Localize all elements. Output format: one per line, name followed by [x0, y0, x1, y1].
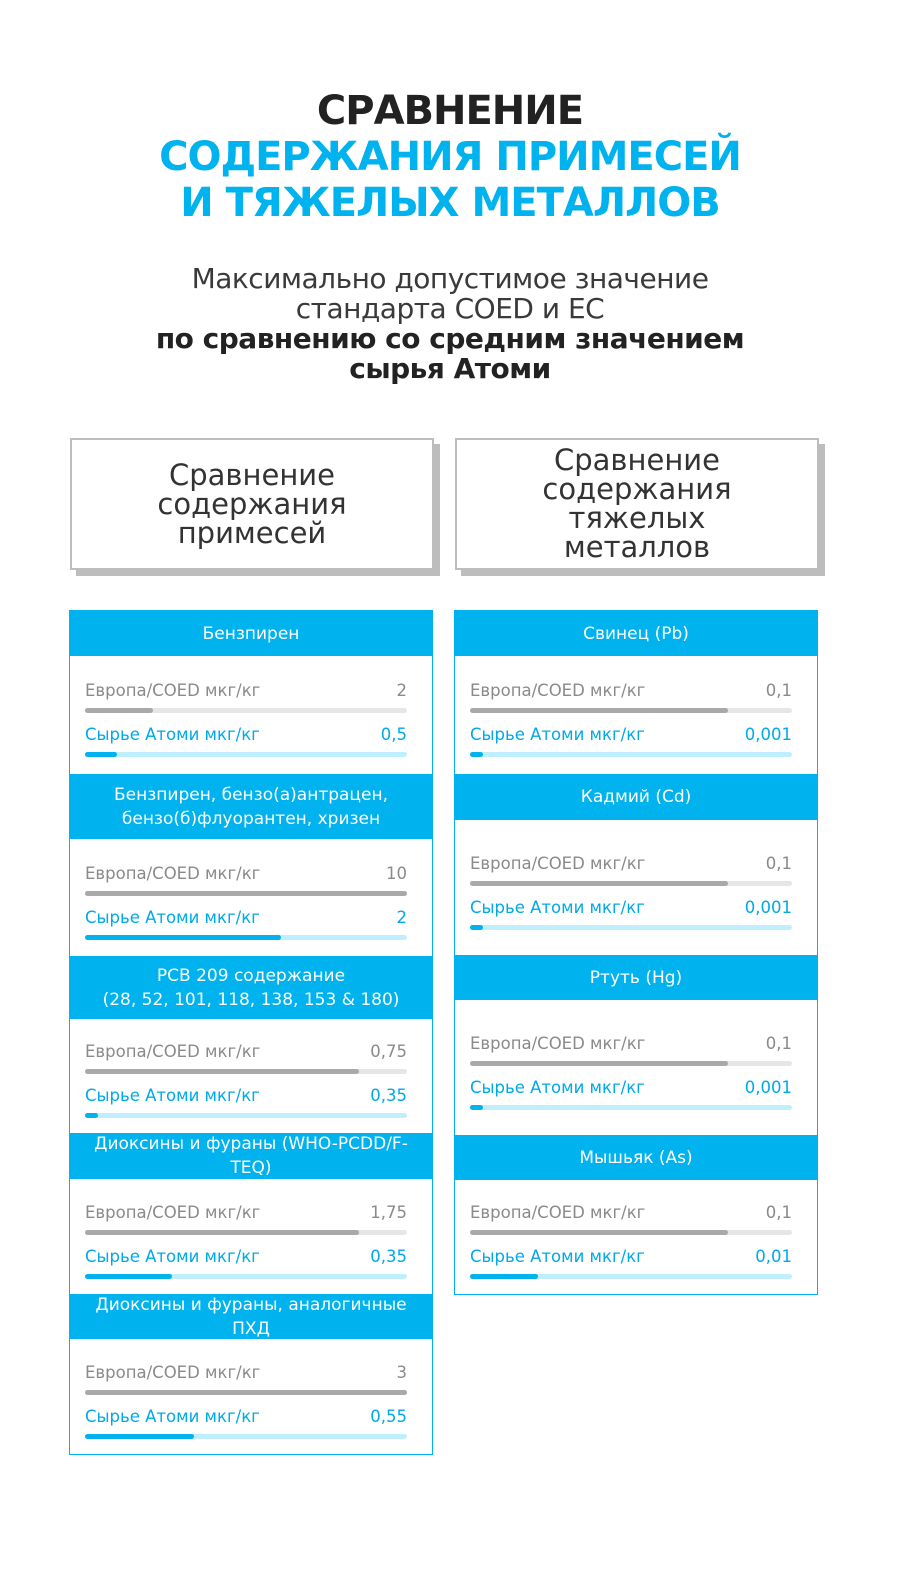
atomy-row [470, 1247, 792, 1267]
europe-row-label: Европа/COED мкг/кг [85, 863, 261, 883]
europe-row-value: 1,75 [370, 1202, 407, 1222]
title-line-1: СРАВНЕНИЕ [316, 88, 584, 134]
impurities-heading-box [70, 438, 434, 570]
atomy-row [85, 1086, 407, 1106]
europe-row-label: Европа/COED мкг/кг [470, 1033, 646, 1053]
comparison-block [70, 839, 432, 956]
europe-bar [470, 1061, 792, 1066]
subtitle-line-1: Максимально допустимое значение [191, 262, 709, 295]
comparison-block [70, 1019, 432, 1133]
europe-bar [470, 1230, 792, 1235]
atomy-bar-fill [85, 1274, 172, 1279]
atomy-bar-fill [470, 1274, 538, 1279]
europe-row-value: 0,75 [370, 1042, 407, 1061]
europe-bar-fill [470, 1061, 728, 1066]
europe-row-value: 0,1 [765, 1203, 792, 1222]
impurity-header [70, 956, 432, 1019]
europe-row-value: 0,1 [765, 853, 792, 873]
subtitle-line-4: сырья Атоми [349, 352, 551, 385]
comparison-block [70, 656, 432, 774]
europe-row-label: Европа/COED мкг/кг [85, 1202, 261, 1222]
impurity-header [70, 611, 432, 656]
atomy-row [85, 1247, 407, 1267]
subtitle-line-2: стандарта COED и ЕС [295, 292, 605, 325]
atomy-bar-fill [470, 1105, 483, 1110]
metal-header [455, 611, 817, 656]
europe-bar-fill [470, 708, 728, 713]
metals-heading-line-1: Сравнение [554, 443, 720, 477]
comparison-block [455, 1000, 817, 1135]
atomy-row-value: 0,35 [370, 1086, 407, 1105]
atomy-bar [470, 1274, 792, 1279]
atomy-row [85, 725, 407, 745]
europe-bar-fill [85, 1390, 407, 1395]
europe-row [470, 681, 792, 701]
metals-column [454, 610, 818, 1295]
europe-row [85, 1042, 407, 1062]
europe-bar-fill [470, 1230, 728, 1235]
europe-row [85, 864, 407, 884]
europe-row-label: Европа/COED мкг/кг [85, 1042, 261, 1061]
atomy-bar [85, 1434, 407, 1439]
europe-row-value: 0,1 [765, 681, 792, 700]
atomy-row-value: 0,5 [380, 725, 407, 744]
impurity-header [70, 774, 432, 839]
impurities-heading-line-1: Сравнение [169, 457, 335, 492]
europe-row-label: Европа/COED мкг/кг [85, 1362, 261, 1382]
impurities-heading-line-3: примесей [177, 515, 327, 550]
metal-header [455, 1135, 817, 1180]
atomy-row-value: 0,35 [370, 1246, 407, 1266]
atomy-row-label: Сырье Атоми мкг/кг [85, 1246, 260, 1266]
atomy-bar-fill [85, 752, 117, 757]
comparison-block [70, 1339, 432, 1454]
atomy-row [470, 1078, 792, 1098]
europe-bar [470, 708, 792, 713]
atomy-bar [85, 1274, 407, 1279]
page-title [0, 88, 900, 226]
europe-bar-fill [85, 1230, 359, 1235]
atomy-row [470, 725, 792, 745]
atomy-row-label: Сырье Атоми мкг/кг [470, 725, 645, 744]
atomy-row-label: Сырье Атоми мкг/кг [470, 897, 645, 917]
europe-bar-fill [85, 1069, 359, 1074]
block-title: Диоксины и фураны (WHO-PCDD/F-TEQ) [94, 1134, 408, 1178]
metal-header [455, 955, 817, 1000]
comparison-block [70, 1179, 432, 1294]
block-title: Диоксины и фураны, аналогичные ПХД [95, 1294, 407, 1339]
europe-bar [85, 1069, 407, 1074]
impurities-heading-line-2: содержания [157, 486, 347, 521]
europe-row [470, 1203, 792, 1223]
atomy-bar-fill [470, 925, 483, 930]
atomy-row-value: 0,001 [744, 725, 792, 744]
atomy-bar [470, 752, 792, 757]
atomy-row-value: 2 [396, 907, 407, 927]
atomy-bar [85, 752, 407, 757]
block-title: Бензпирен, бензо(а)антрацен, [114, 784, 388, 805]
europe-row [470, 1034, 792, 1054]
atomy-bar-fill [470, 752, 483, 757]
europe-bar [85, 1390, 407, 1395]
subtitle [0, 264, 900, 384]
atomy-row-label: Сырье Атоми мкг/кг [85, 725, 260, 744]
atomy-row-label: Сырье Атоми мкг/кг [470, 1247, 645, 1266]
europe-row-value: 3 [396, 1362, 407, 1382]
atomy-bar-fill [85, 935, 281, 940]
europe-row-value: 2 [396, 681, 407, 700]
atomy-row [470, 898, 792, 918]
block-title: PCB 209 содержание [156, 965, 346, 986]
europe-bar [85, 1230, 407, 1235]
europe-row-label: Европа/COED мкг/кг [85, 681, 261, 700]
europe-row-label: Европа/COED мкг/кг [470, 1203, 646, 1222]
atomy-bar [85, 1113, 407, 1118]
atomy-bar-fill [85, 1434, 194, 1439]
atomy-row-value: 0,01 [755, 1247, 792, 1266]
block-title-line-2: (28, 52, 101, 118, 138, 153 & 180) [102, 989, 400, 1010]
atomy-row-label: Сырье Атоми мкг/кг [85, 907, 260, 927]
title-line-3: И ТЯЖЕЛЫХ МЕТАЛЛОВ [180, 180, 720, 226]
impurity-header [70, 1294, 432, 1339]
europe-bar [85, 891, 407, 896]
europe-row-value: 0,1 [765, 1033, 792, 1053]
metals-heading-line-3: металлов [563, 530, 711, 564]
europe-row-value: 10 [386, 863, 407, 883]
block-title: Кадмий (Cd) [580, 787, 692, 807]
atomy-row [85, 908, 407, 928]
metals-heading-line-2: содержания тяжелых [542, 472, 732, 535]
atomy-bar [470, 925, 792, 930]
europe-bar-fill [470, 881, 728, 886]
atomy-row-value: 0,55 [370, 1406, 407, 1426]
atomy-row-label: Сырье Атоми мкг/кг [470, 1077, 645, 1097]
europe-row [85, 681, 407, 701]
europe-bar [85, 708, 407, 713]
impurities-column [69, 610, 433, 1455]
europe-row [85, 1203, 407, 1223]
europe-bar-fill [85, 708, 153, 713]
europe-row-label: Европа/COED мкг/кг [470, 853, 646, 873]
impurity-header [70, 1133, 432, 1179]
europe-row-label: Европа/COED мкг/кг [470, 681, 646, 700]
atomy-row-label: Сырье Атоми мкг/кг [85, 1406, 260, 1426]
comparison-block [455, 820, 817, 955]
atomy-bar [85, 935, 407, 940]
comparison-block [455, 1180, 817, 1294]
title-line-2: СОДЕРЖАНИЯ ПРИМЕСЕЙ [159, 134, 741, 180]
block-title: Ртуть (Hg) [589, 967, 683, 988]
subtitle-line-3: по сравнению со средним значением [155, 322, 745, 355]
europe-bar-fill [85, 891, 407, 896]
block-title-line-2: бензо(б)флуорантен, хризен [121, 808, 381, 829]
block-title: Мышьяк (As) [579, 1147, 693, 1168]
europe-row [85, 1363, 407, 1383]
europe-row [470, 854, 792, 874]
atomy-row [85, 1407, 407, 1427]
block-title: Бензпирен [202, 623, 300, 644]
atomy-row-value: 0,001 [744, 897, 792, 917]
atomy-bar-fill [85, 1113, 98, 1118]
atomy-row-label: Сырье Атоми мкг/кг [85, 1086, 260, 1105]
europe-bar [470, 881, 792, 886]
metal-header [455, 774, 817, 820]
atomy-row-value: 0,001 [744, 1077, 792, 1097]
comparison-block [455, 656, 817, 774]
block-title: Свинец (Pb) [583, 623, 689, 644]
atomy-bar [470, 1105, 792, 1110]
metals-heading-box [455, 438, 819, 570]
